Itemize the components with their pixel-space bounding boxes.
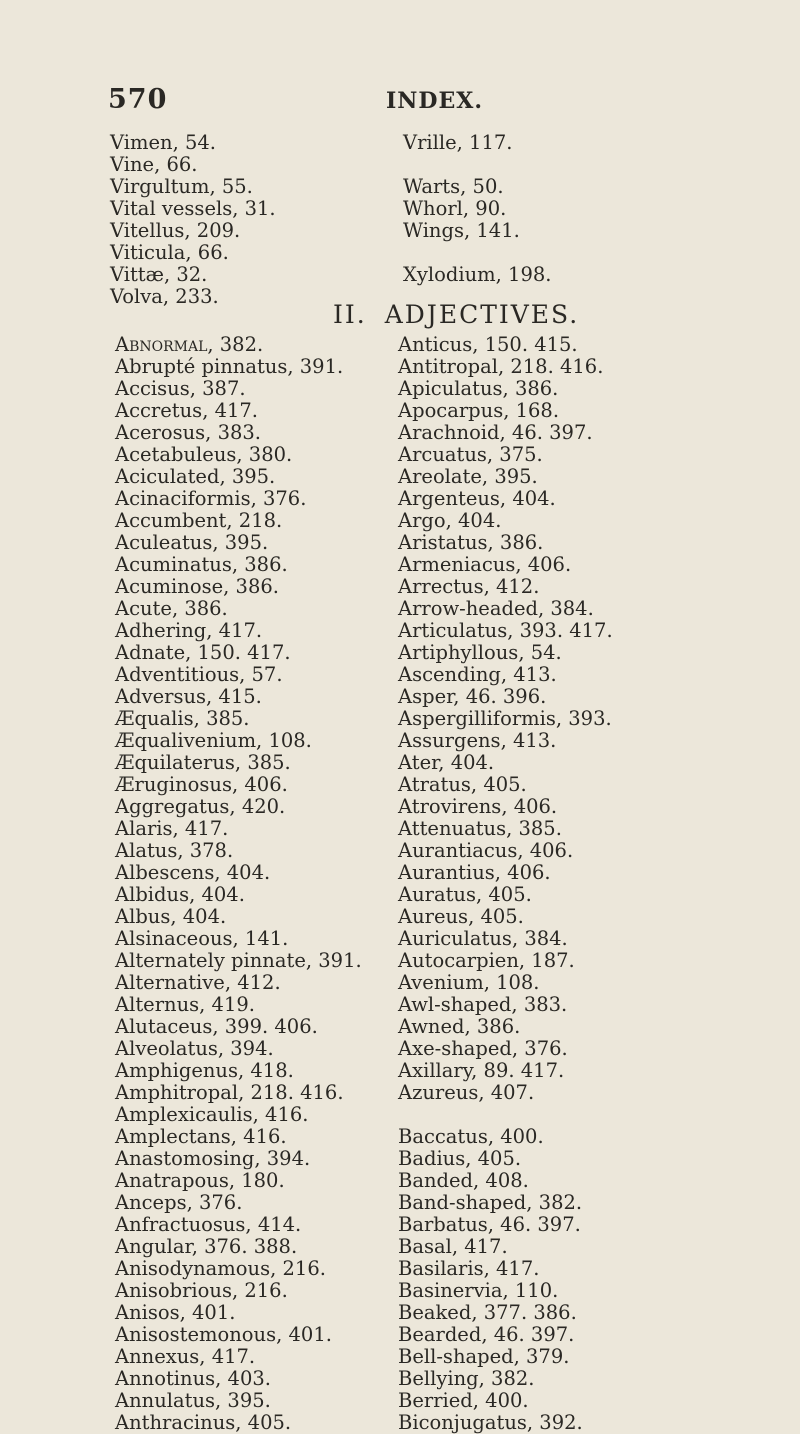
index-entry: Annexus, 417. [115,1345,256,1368]
section-heading [333,300,579,329]
index-entry: Alaris, 417. [115,817,229,840]
index-entry: Vrille, 117. [403,131,513,154]
index-entry: Argenteus, 404. [398,487,556,510]
index-entry: Wings, 141. [403,219,520,242]
section-number: II. [333,300,367,329]
index-entry: Adventitious, 57. [115,663,283,686]
index-entry: Aristatus, 386. [398,531,544,554]
index-entry: Auriculatus, 384. [398,927,568,950]
index-entry: Annotinus, 403. [115,1367,271,1390]
index-entry: Anisodynamous, 216. [115,1257,326,1280]
index-entry: Acuminatus, 386. [115,553,288,576]
index-entry: Alternately pinnate, 391. [115,949,362,972]
index-entry: Articulatus, 393. 417. [398,619,613,642]
index-entry: Alternus, 419. [115,993,255,1016]
index-entry: Accumbent, 218. [115,509,283,532]
index-entry: Bearded, 46. 397. [398,1323,575,1346]
index-entry: Volva, 233. [110,285,219,308]
index-entry: Anatrapous, 180. [115,1169,285,1192]
index-entry: Æqualis, 385. [115,707,250,730]
index-entry: Alatus, 378. [115,839,234,862]
index-entry: Accisus, 387. [115,377,246,400]
index-entry: Areolate, 395. [398,465,538,488]
index-entry: Albidus, 404. [115,883,245,906]
top-right-entry-list [403,132,551,286]
index-entry: Warts, 50. [403,175,504,198]
index-entry: Awl-shaped, 383. [398,993,568,1016]
index-entry: Attenuatus, 385. [398,817,562,840]
adjectives-left-column [115,334,362,1434]
index-entry: Albus, 404. [115,905,227,928]
index-entry: Argo, 404. [398,509,502,532]
index-entry: Atratus, 405. [398,773,527,796]
index-entry: Whorl, 90. [403,197,507,220]
index-entry: Alutaceus, 399. 406. [115,1015,318,1038]
index-entry: Acetabuleus, 380. [115,443,293,466]
index-entry: Arcuatus, 375. [398,443,543,466]
index-entry: Aureus, 405. [398,905,524,928]
index-entry: Basinervia, 110. [398,1279,559,1302]
index-entry: Anthracinus, 405. [115,1411,292,1434]
index-entry: Bellying, 382. [398,1367,535,1390]
index-entry: Acuminose, 386. [115,575,279,598]
index-entry: Avenium, 108. [398,971,540,994]
index-entry: Asper, 46. 396. [398,685,547,708]
index-entry: Amplectans, 416. [115,1125,287,1148]
index-entry: Adnate, 150. 417. [115,641,291,664]
index-entry: Anceps, 376. [115,1191,243,1214]
adjectives-right-column [398,334,613,1434]
index-entry: Vine, 66. [110,153,198,176]
index-entry: Acinaciformis, 376. [115,487,307,510]
index-entry: Aspergilliformis, 393. [398,707,612,730]
index-entry: Aculeatus, 395. [115,531,269,554]
index-entry: Apiculatus, 386. [398,377,559,400]
index-entry: Xylodium, 198. [403,263,552,286]
index-entry: Autocarpien, 187. [398,949,575,972]
index-entry: Barbatus, 46. 397. [398,1213,581,1236]
index-entry: Acute, 386. [115,597,228,620]
index-entry: Anastomosing, 394. [115,1147,311,1170]
index-entry: Æruginosus, 406. [115,773,288,796]
index-entry: Axillary, 89. 417. [398,1059,565,1082]
index-entry: Axe-shaped, 376. [398,1037,568,1060]
index-entry: Beaked, 377. 386. [398,1301,577,1324]
index-entry: Atrovirens, 406. [398,795,558,818]
running-head: INDEX. [386,88,483,114]
index-entry: Assurgens, 413. [398,729,557,752]
index-entry: Abrupté pinnatus, 391. [115,355,344,378]
index-entry: Virgultum, 55. [110,175,253,198]
index-entry: Anisostemonous, 401. [115,1323,332,1346]
index-entry: Alveolatus, 394. [115,1037,274,1060]
index-entry: Vitellus, 209. [110,219,241,242]
index-entry: Anfractuosus, 414. [115,1213,302,1236]
index-entry: Awned, 386. [398,1015,521,1038]
index-entry: Alsinaceous, 141. [115,927,289,950]
index-entry: Vimen, 54. [110,131,216,154]
index-entry: Amphigenus, 418. [115,1059,294,1082]
index-entry: Abnormal, 382. [115,333,264,356]
index-entry: Berried, 400. [398,1389,529,1412]
index-entry: Arrectus, 412. [398,575,540,598]
index-entry: Baccatus, 400. [398,1125,544,1148]
index-entry: Apocarpus, 168. [398,399,560,422]
index-entry: Angular, 376. 388. [115,1235,298,1258]
index-entry: Amplexicaulis, 416. [115,1103,309,1126]
index-entry: Aggregatus, 420. [115,795,286,818]
index-entry: Vital vessels, 31. [110,197,276,220]
index-entry: Æquilaterus, 385. [115,751,291,774]
index-entry: Bell-shaped, 379. [398,1345,570,1368]
index-entry: Acerosus, 383. [115,421,261,444]
index-entry: Accretus, 417. [115,399,259,422]
index-entry: Arachnoid, 46. 397. [398,421,593,444]
index-entry: Æqualivenium, 108. [115,729,312,752]
section-title: ADJECTIVES. [384,300,580,329]
index-entry: Banded, 408. [398,1169,529,1192]
index-entry: Alternative, 412. [115,971,281,994]
index-entry: Basal, 417. [398,1235,508,1258]
index-entry: Aciculated, 395. [115,465,276,488]
index-entry: Anisobrious, 216. [115,1279,288,1302]
index-entry: Albescens, 404. [115,861,271,884]
index-entry: Auratus, 405. [398,883,532,906]
index-entry: Basilaris, 417. [398,1257,540,1280]
index-entry: Adhering, 417. [115,619,263,642]
index-entry: Aurantius, 406. [398,861,551,884]
index-entry: Adversus, 415. [115,685,262,708]
index-entry: Artiphyllous, 54. [398,641,562,664]
index-entry: Armeniacus, 406. [398,553,572,576]
index-entry: Badius, 405. [398,1147,522,1170]
index-entry: Antitropal, 218. 416. [398,355,604,378]
index-entry: Biconjugatus, 392. [398,1411,583,1434]
index-entry: Arrow-headed, 384. [398,597,594,620]
index-entry: Vittæ, 32. [110,263,208,286]
index-entry: Anticus, 150. 415. [398,333,578,356]
index-entry: Band-shaped, 382. [398,1191,583,1214]
index-entry: Annulatus, 395. [115,1389,271,1412]
page-number: 570 [108,84,168,115]
index-entry: Azureus, 407. [398,1081,535,1104]
index-entry: Aurantiacus, 406. [398,839,574,862]
index-entry: Ater, 404. [398,751,495,774]
index-entry: Viticula, 66. [110,241,229,264]
top-left-entry-list [110,132,276,308]
index-entry: Amphitropal, 218. 416. [115,1081,344,1104]
index-entry: Anisos, 401. [115,1301,236,1324]
index-entry: Ascending, 413. [398,663,557,686]
